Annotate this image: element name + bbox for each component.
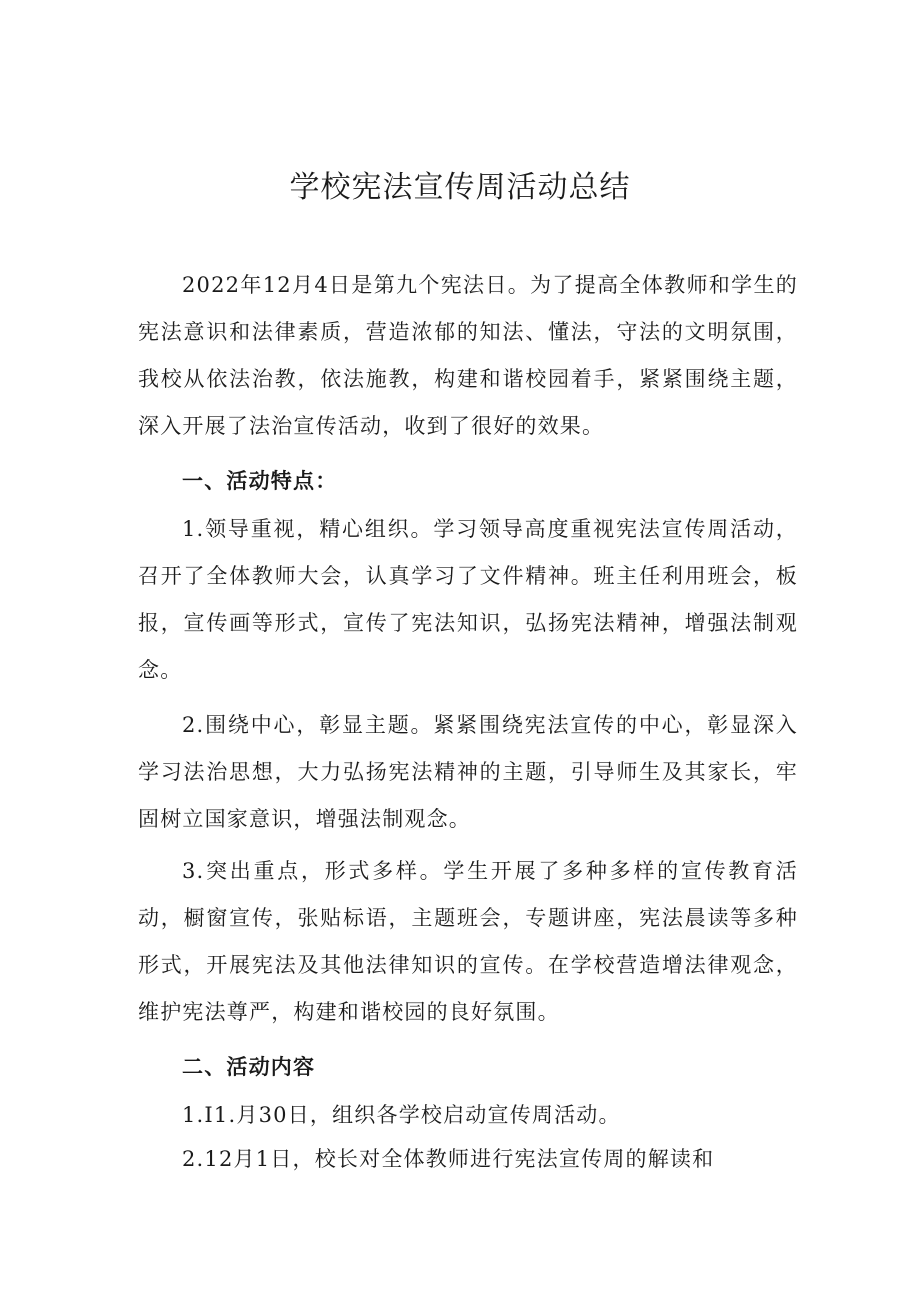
document-title: 学校宪法宣传周活动总结 [289,170,631,205]
content-item-2: 2.12月1日，校长对全体教师进行宪法宣传周的解读和 [182,1147,715,1171]
intro-paragraph: 2022年12月4日是第九个宪法日。为了提高全体教师和学生的宪法意识和法律素质，营造浓郁的知法、懂法，守法的文明氛围，我校从依法治教，依法施教，构建和谐校园着手，紧紧围绕主题，深入开展了法治宣传活动，收到了很好的效果。 [138,273,798,438]
feature-paragraph-3: 3.突出重点，形式多样。学生开展了多种多样的宣传教育活动，橱窗宣传，张贴标语，主题班会，专题讲座，宪法晨读等多种形式，开展宪法及其他法律知识的宣传。在学校营造增法律观念，维护宪法尊严，构建和谐校园的良好氛围。 [138,859,798,1024]
section-heading-content: 二、活动内容 [182,1055,316,1079]
content-item-1: 1.I1.月30日，组织各学校启动宣传周活动。 [182,1103,621,1127]
feature-paragraph-2: 2.围绕中心，彰显主题。紧紧围绕宪法宣传的中心，彰显深入学习法治思想，大力弘扬宪法精神的主题，引导师生及其家长，牢固树立国家意识，增强法制观念。 [138,713,798,831]
feature-paragraph-1: 1.领导重视，精心组织。学习领导高度重视宪法宣传周活动，召开了全体教师大会，认真学习了文件精神。班主任利用班会，板报，宣传画等形式，宣传了宪法知识，弘扬宪法精神，增强法制观念。 [138,517,798,682]
section-heading-features: 一、活动特点： [182,469,338,493]
